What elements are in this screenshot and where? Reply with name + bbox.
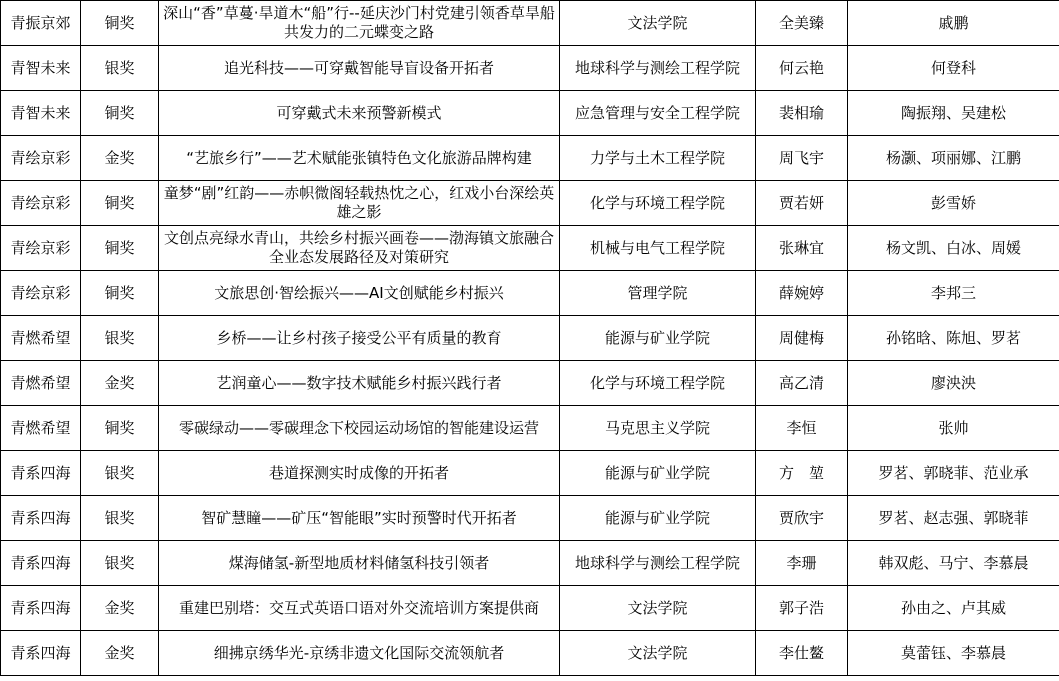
leader-cell: 全美臻 — [756, 1, 848, 46]
table-row — [1, 631, 1059, 676]
school-cell: 机械与电气工程学院 — [560, 226, 756, 271]
school-cell: 化学与环境工程学院 — [560, 361, 756, 406]
award-cell: 铜奖 — [81, 226, 159, 271]
table-row — [1, 406, 1059, 451]
school-cell: 能源与矿业学院 — [560, 496, 756, 541]
table-row — [1, 1, 1059, 46]
advisors-cell: 莫蕾钰、李慕晨 — [848, 631, 1059, 676]
table-row — [1, 496, 1059, 541]
project-cell: 文旅思创·智绘振兴——AI文创赋能乡村振兴 — [159, 271, 560, 316]
project-cell: 可穿戴式未来预警新模式 — [159, 91, 560, 136]
leader-cell: 何云艳 — [756, 46, 848, 91]
table-row — [1, 226, 1059, 271]
award-cell: 金奖 — [81, 631, 159, 676]
awards-table-body — [1, 1, 1059, 676]
leader-cell: 贾欣宇 — [756, 496, 848, 541]
project-cell: 零碳绿动——零碳理念下校园运动场馆的智能建设运营 — [159, 406, 560, 451]
track-cell: 青燃希望 — [1, 406, 81, 451]
school-cell: 力学与土木工程学院 — [560, 136, 756, 181]
leader-cell: 方 堃 — [756, 451, 848, 496]
track-cell: 青系四海 — [1, 496, 81, 541]
project-cell: “艺旅乡行”——艺术赋能张镇特色文化旅游品牌构建 — [159, 136, 560, 181]
school-cell: 文法学院 — [560, 631, 756, 676]
leader-cell: 周健梅 — [756, 316, 848, 361]
project-cell: 文创点亮绿水青山，共绘乡村振兴画卷——渤海镇文旅融合全业态发展路径及对策研究 — [159, 226, 560, 271]
track-cell: 青智未来 — [1, 91, 81, 136]
table-row — [1, 541, 1059, 586]
school-cell: 文法学院 — [560, 586, 756, 631]
award-cell: 铜奖 — [81, 1, 159, 46]
leader-cell: 周飞宇 — [756, 136, 848, 181]
project-cell: 智矿慧瞳——矿压“智能眼”实时预警时代开拓者 — [159, 496, 560, 541]
award-cell: 银奖 — [81, 451, 159, 496]
advisors-cell: 彭雪娇 — [848, 181, 1059, 226]
school-cell: 地球科学与测绘工程学院 — [560, 541, 756, 586]
award-cell: 金奖 — [81, 586, 159, 631]
track-cell: 青燃希望 — [1, 316, 81, 361]
table-row — [1, 271, 1059, 316]
advisors-cell: 陶振翔、吴建松 — [848, 91, 1059, 136]
table-row — [1, 361, 1059, 406]
leader-cell: 李珊 — [756, 541, 848, 586]
award-cell: 铜奖 — [81, 406, 159, 451]
award-cell: 铜奖 — [81, 181, 159, 226]
track-cell: 青绘京彩 — [1, 181, 81, 226]
track-cell: 青系四海 — [1, 586, 81, 631]
leader-cell: 张琳宜 — [756, 226, 848, 271]
table-row — [1, 451, 1059, 496]
school-cell: 能源与矿业学院 — [560, 316, 756, 361]
advisors-cell: 何登科 — [848, 46, 1059, 91]
track-cell: 青绘京彩 — [1, 226, 81, 271]
award-cell: 金奖 — [81, 361, 159, 406]
track-cell: 青绘京彩 — [1, 271, 81, 316]
school-cell: 文法学院 — [560, 1, 756, 46]
advisors-cell: 韩双彪、马宁、李慕晨 — [848, 541, 1059, 586]
project-cell: 深山“香”草蔓·旱道木“船”行--延庆沙门村党建引领香草旱船共发力的二元蝶变之路 — [159, 1, 560, 46]
leader-cell: 郭子浩 — [756, 586, 848, 631]
track-cell: 青燃希望 — [1, 361, 81, 406]
leader-cell: 裴相瑜 — [756, 91, 848, 136]
award-cell: 金奖 — [81, 136, 159, 181]
leader-cell: 李恒 — [756, 406, 848, 451]
project-cell: 巷道探测实时成像的开拓者 — [159, 451, 560, 496]
project-cell: 重建巴别塔：交互式英语口语对外交流培训方案提供商 — [159, 586, 560, 631]
track-cell: 青绘京彩 — [1, 136, 81, 181]
project-cell: 童梦“剧”红韵——赤帜微阁轻载热忱之心，红戏小台深绘英雄之影 — [159, 181, 560, 226]
advisors-cell: 廖泱泱 — [848, 361, 1059, 406]
table-row — [1, 181, 1059, 226]
project-cell: 煤海储氢-新型地质材料储氢科技引领者 — [159, 541, 560, 586]
award-cell: 银奖 — [81, 496, 159, 541]
leader-cell: 薛婉婷 — [756, 271, 848, 316]
track-cell: 青智未来 — [1, 46, 81, 91]
school-cell: 能源与矿业学院 — [560, 451, 756, 496]
advisors-cell: 杨灏、项丽娜、江鹏 — [848, 136, 1059, 181]
advisors-cell: 张帅 — [848, 406, 1059, 451]
advisors-cell: 戚鹏 — [848, 1, 1059, 46]
project-cell: 乡桥——让乡村孩子接受公平有质量的教育 — [159, 316, 560, 361]
school-cell: 管理学院 — [560, 271, 756, 316]
award-cell: 银奖 — [81, 46, 159, 91]
school-cell: 化学与环境工程学院 — [560, 181, 756, 226]
award-cell: 铜奖 — [81, 271, 159, 316]
project-cell: 细拂京绣华光-京绣非遗文化国际交流领航者 — [159, 631, 560, 676]
school-cell: 地球科学与测绘工程学院 — [560, 46, 756, 91]
advisors-cell: 孙由之、卢其威 — [848, 586, 1059, 631]
table-row — [1, 46, 1059, 91]
award-cell: 铜奖 — [81, 91, 159, 136]
track-cell: 青系四海 — [1, 541, 81, 586]
track-cell: 青振京郊 — [1, 1, 81, 46]
leader-cell: 高乙清 — [756, 361, 848, 406]
advisors-cell: 杨文凯、白冰、周媛 — [848, 226, 1059, 271]
school-cell: 应急管理与安全工程学院 — [560, 91, 756, 136]
award-cell: 银奖 — [81, 541, 159, 586]
table-row — [1, 91, 1059, 136]
award-cell: 银奖 — [81, 316, 159, 361]
leader-cell: 李仕鳌 — [756, 631, 848, 676]
track-cell: 青系四海 — [1, 451, 81, 496]
table-row — [1, 586, 1059, 631]
project-cell: 艺润童心——数字技术赋能乡村振兴践行者 — [159, 361, 560, 406]
advisors-cell: 孙铭晗、陈旭、罗茗 — [848, 316, 1059, 361]
table-row — [1, 136, 1059, 181]
track-cell: 青系四海 — [1, 631, 81, 676]
leader-cell: 贾若妍 — [756, 181, 848, 226]
advisors-cell: 罗茗、赵志强、郭晓菲 — [848, 496, 1059, 541]
advisors-cell: 罗茗、郭晓菲、范业承 — [848, 451, 1059, 496]
project-cell: 追光科技——可穿戴智能导盲设备开拓者 — [159, 46, 560, 91]
table-row — [1, 316, 1059, 361]
school-cell: 马克思主义学院 — [560, 406, 756, 451]
advisors-cell: 李邦三 — [848, 271, 1059, 316]
